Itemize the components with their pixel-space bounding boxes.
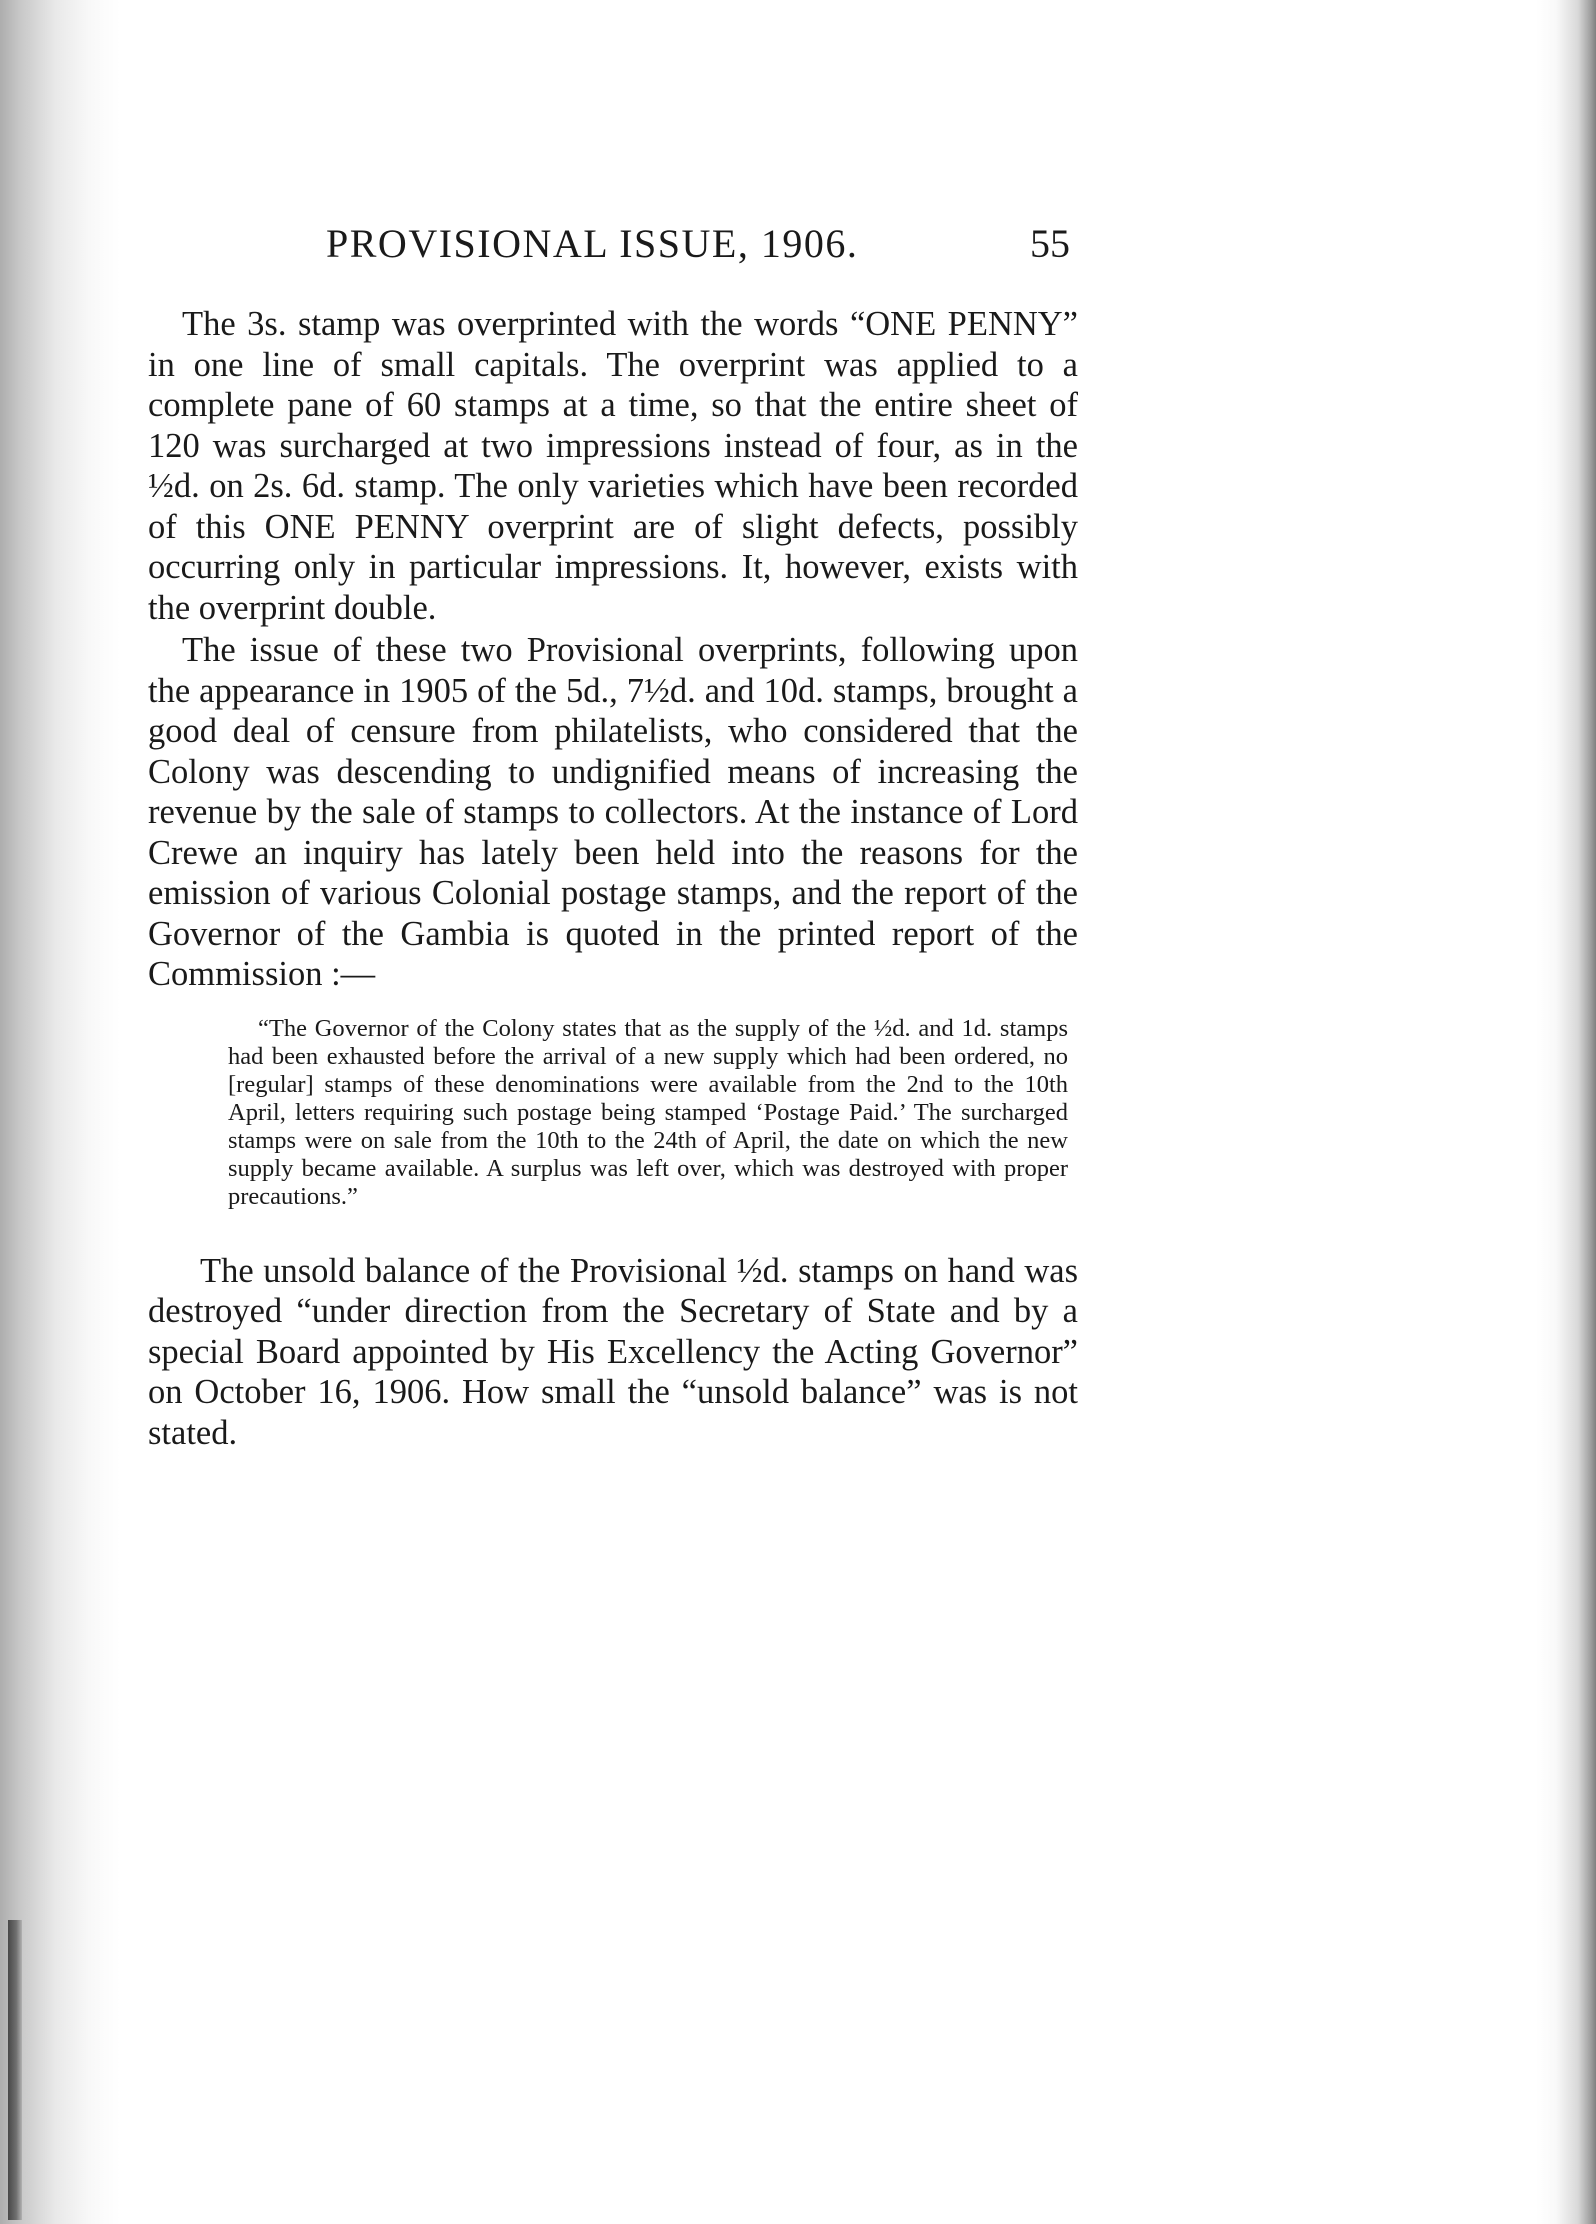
paragraph-censure: The issue of these two Provisional overprints, following upon the appearance in 1905 of the 5d., 7½d. and 10d. stamps, brought a good deal of censure from philatelists, who considered that the Colony was descending to undignified means of increasing the revenue by the sale of stamps to collectors. At the instance of Lord Crewe an inquiry has lately been held into the reasons for the emission of various Colonial postage stamps, and the report of the Governor of the Gambia is quoted in the printed report of the Commission :—	[148, 631, 1078, 993]
scan-edge-strip	[8, 1920, 22, 2220]
block-quote	[228, 1015, 1068, 1211]
paragraph-overprint: The 3s. stamp was overprinted with the words “ONE PENNY” in one line of small capitals. The overprint was applied to a complete pane of 60 stamps at a time, so that the entire sheet of 120 was surcharged at two impressions instead of four, as in the ½d. on 2s. 6d. stamp. The only varieties which have been recorded of this ONE PENNY overprint are of slight defects, possibly occurring only in particular impressions. It, however, exists with the overprint double.	[148, 305, 1078, 627]
paragraph-unsold-balance: The unsold balance of the Provisional ½d. stamps on hand was destroyed “under direction from the Secretary of State and by a special Board appointed by His Excellency the Acting Governor” on October 16, 1906. How small the “unsold balance” was is not stated.	[148, 1251, 1078, 1452]
running-title: PROVISIONAL ISSUE, 1906.	[326, 221, 859, 266]
page-header	[148, 200, 1078, 270]
book-page	[148, 200, 1078, 1452]
scan-edge-right	[1536, 0, 1596, 2224]
page-number: 55	[1030, 221, 1070, 266]
quote-text: “The Governor of the Colony states that as the supply of the ½d. and 1d. stamps had been exhausted before the arrival of a new supply which had been ordered, no [regular] stamps of these denominations were available from the 2nd to the 10th April, letters requiring such postage being stamped ‘Postage Paid.’ The surcharged stamps were on sale from the 10th to the 24th of April, the date on which the new supply became available. A surplus was left over, which was destroyed with proper precautions.”	[228, 1014, 1068, 1210]
body-text	[148, 304, 1078, 1453]
scan-edge-left	[0, 0, 120, 2224]
